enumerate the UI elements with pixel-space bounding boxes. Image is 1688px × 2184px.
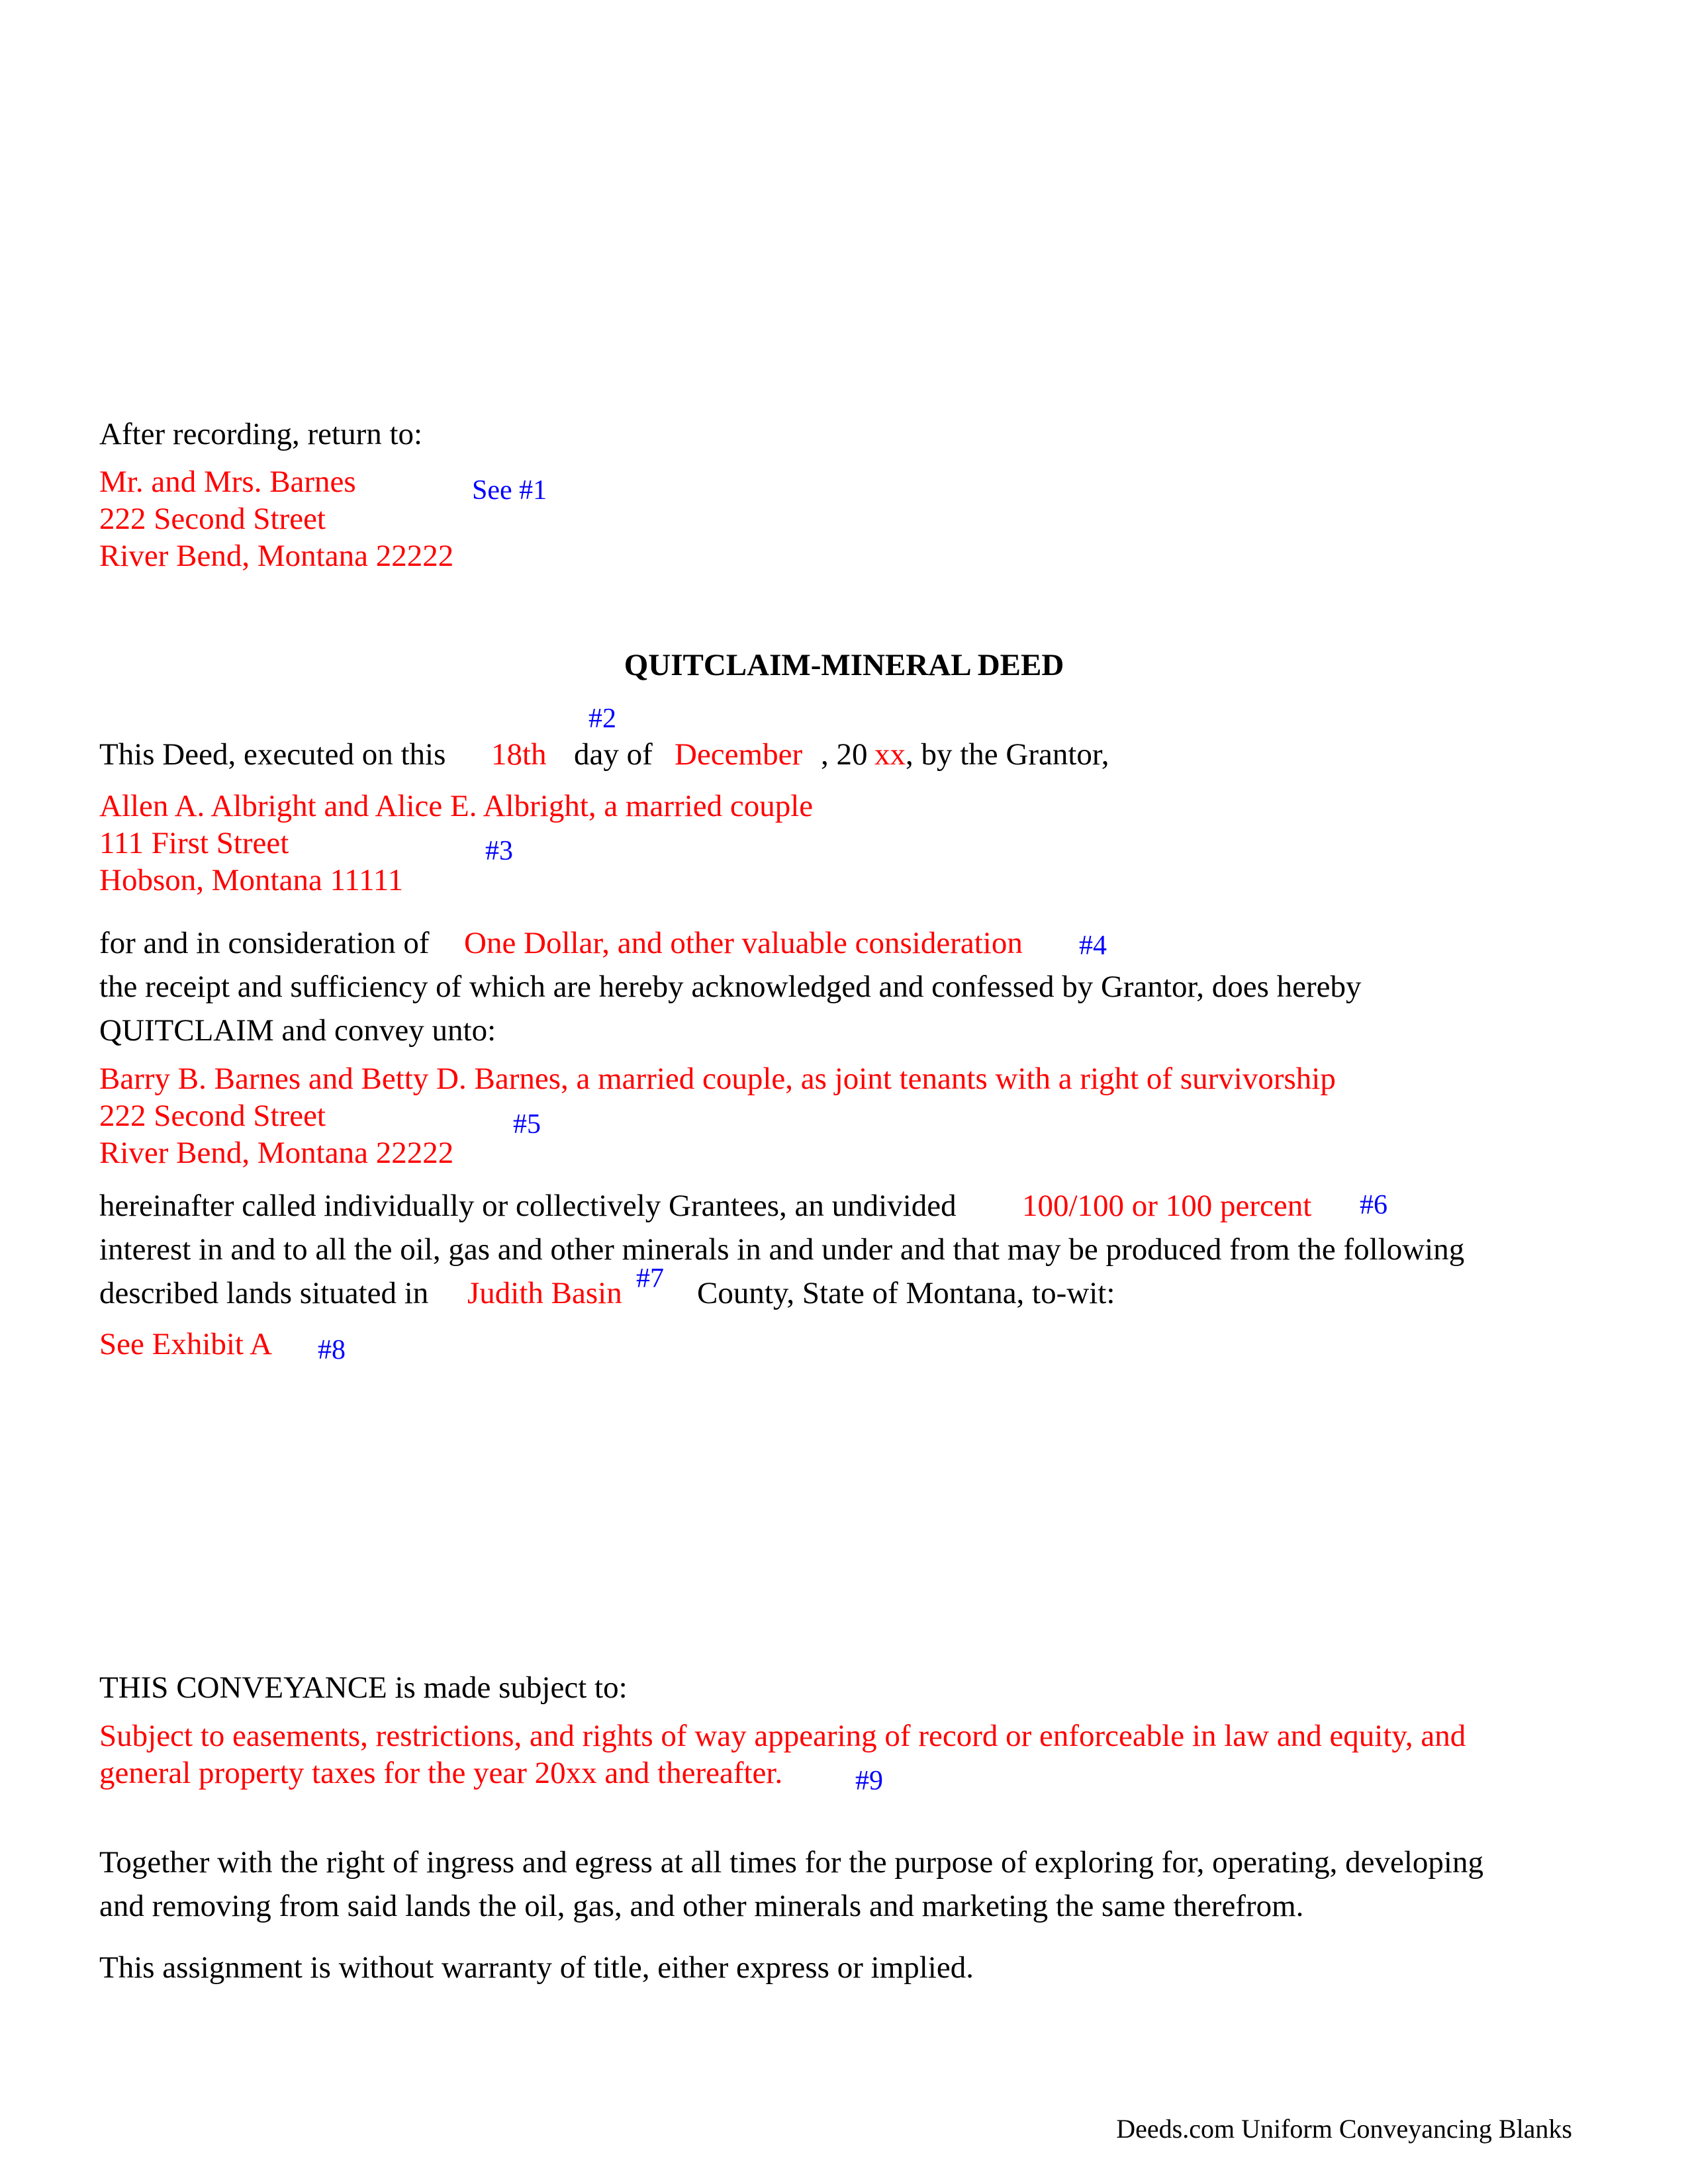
interest-ref: #6 — [1360, 1190, 1387, 1220]
interest-line3-prefix: described lands situated in — [99, 1276, 429, 1310]
execution-year-suffix: xx — [874, 737, 906, 772]
execution-suffix: , by the Grantor, — [906, 737, 1109, 772]
county-ref: #7 — [636, 1263, 664, 1294]
grantor-city: Hobson, Montana 11111 — [99, 863, 404, 897]
consideration-ref: #4 — [1079, 931, 1107, 961]
conveyance-line1: Subject to easements, restrictions, and rights of way appearing of record or enforceable in law and equity, and — [99, 1719, 1466, 1753]
execution-year-prefix: , 20 — [821, 737, 868, 772]
interest-prefix: hereinafter called individually or collectively Grantees, an undivided — [99, 1189, 957, 1223]
legal-description: See Exhibit A — [99, 1327, 273, 1361]
conveyance-ref: #9 — [855, 1766, 883, 1796]
execution-day-of: day of — [574, 737, 653, 772]
return-to-ref: See #1 — [472, 475, 547, 506]
return-to-street: 222 Second Street — [99, 502, 326, 536]
interest-value: 100/100 or 100 percent — [1022, 1189, 1312, 1223]
interest-line3-suffix: County, State of Montana, to-wit: — [697, 1276, 1115, 1310]
conveyance-heading: THIS CONVEYANCE is made subject to: — [99, 1670, 628, 1705]
grantee-street: 222 Second Street — [99, 1099, 326, 1133]
together-line1: Together with the right of ingress and egress at all times for the purpose of exploring for, operating, developing — [99, 1845, 1483, 1880]
execution-month: December — [675, 737, 803, 772]
grantee-ref: #5 — [513, 1109, 541, 1140]
consideration-line3: QUITCLAIM and convey unto: — [99, 1013, 496, 1048]
grantor-ref: #3 — [485, 836, 513, 866]
grantee-name: Barry B. Barnes and Betty D. Barnes, a married couple, as joint tenants with a right of survivorship — [99, 1062, 1336, 1096]
legal-description-ref: #8 — [318, 1335, 346, 1365]
return-to-heading: After recording, return to: — [99, 417, 423, 451]
together-line2: and removing from said lands the oil, gas, and other minerals and marketing the same therefrom. — [99, 1889, 1304, 1923]
county-name: Judith Basin — [467, 1276, 622, 1310]
grantee-city: River Bend, Montana 22222 — [99, 1136, 454, 1170]
execution-ref: #2 — [588, 704, 616, 734]
return-to-city: River Bend, Montana 22222 — [99, 539, 454, 573]
conveyance-line2: general property taxes for the year 20xx and thereafter. — [99, 1756, 783, 1790]
execution-prefix: This Deed, executed on this — [99, 737, 446, 772]
footer-text: Deeds.com Uniform Conveyancing Blanks — [1116, 2114, 1572, 2144]
grantor-name: Allen A. Albright and Alice E. Albright, a married couple — [99, 789, 814, 823]
execution-day: 18th — [491, 737, 547, 772]
interest-line2: interest in and to all the oil, gas and other minerals in and under and that may be produced from the following — [99, 1232, 1465, 1267]
return-to-name: Mr. and Mrs. Barnes — [99, 465, 356, 499]
warranty-statement: This assignment is without warranty of title, either express or implied. — [99, 1950, 974, 1985]
consideration-value: One Dollar, and other valuable consideration — [464, 926, 1023, 960]
grantor-street: 111 First Street — [99, 826, 289, 860]
consideration-line2: the receipt and sufficiency of which are hereby acknowledged and confessed by Grantor, does hereby — [99, 970, 1362, 1004]
page-title: QUITCLAIM-MINERAL DEED — [624, 648, 1064, 682]
consideration-prefix: for and in consideration of — [99, 926, 430, 960]
